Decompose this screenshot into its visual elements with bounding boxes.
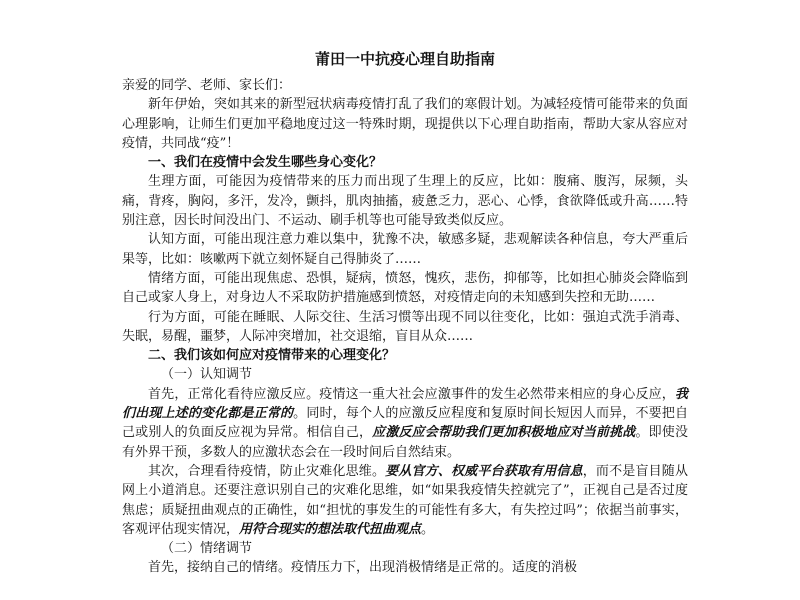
subsection-cognitive-heading: （一）认知调节 bbox=[161, 367, 253, 383]
normalize-text-3: 。即使没有外界干预，多数人的应激状态会在一段时间后自然结束。 bbox=[122, 425, 688, 460]
catastrophizing-emphasis-1: 要从官方、权威平台获取有用信息 bbox=[385, 463, 583, 479]
behavioral-paragraph: 行为方面，可能在睡眠、人际交往、生活习惯等出现不同以往变化，比如：强迫式洗手消毒、失眠，易醒，噩梦，人际冲突增加，社交退缩，盲目从众…… bbox=[122, 309, 688, 344]
catastrophizing-emphasis-2: 用符合现实的想法取代扭曲观点 bbox=[239, 521, 422, 537]
document-title: 莆田一中抗疫心理自助指南 bbox=[314, 50, 495, 68]
intro-paragraph: 新年伊始，突如其来的新型冠状病毒疫情打乱了我们的寒假计划。为减轻疫情可能带来的负面心理影响，让师生们更加平稳地度过这一特殊时期，现提供以下心理自助指南，帮助大家从容应对疫情，共同战“疫”！ bbox=[122, 97, 688, 151]
physical-paragraph: 生理方面，可能因为疫情带来的压力而出现了生理上的反应，比如：腹痛、腹泻，尿频，头痛，背疼，胸闷，多汗，发冷，颤抖，肌肉抽搐，疲惫乏力，恶心、心悸，食欲降低或升高……特别注意，因长时间没出门、不运动、刷手机等也可能导致类似反应。 bbox=[122, 174, 688, 229]
section-1-heading: 一、我们在疫情中会发生哪些身心变化？ bbox=[148, 155, 383, 171]
greeting: 亲爱的同学、老师、家长们： bbox=[122, 78, 292, 93]
normalize-paragraph bbox=[122, 385, 688, 462]
catastrophizing-text-3: 。 bbox=[421, 521, 435, 537]
document bbox=[122, 48, 688, 578]
catastrophizing-paragraph bbox=[122, 462, 688, 539]
catastrophizing-text-2: ，而不是盲目随从网上小道消息。还要注意识别自己的灾难化思维，如“如果我疫情失控就完了”，正视自己是否过度焦虑；质疑扭曲观点的正确性，如“担忧的事发生的可能性有多大，有失控过吗”；依据当前事实，客观评估现实情况， bbox=[122, 463, 688, 537]
cognitive-paragraph: 认知方面，可能出现注意力难以集中，犹豫不决，敏感多疑，悲观解读各种信息，夸大严重后果等，比如：咳嗽两下就立刻怀疑自己得肺炎了…… bbox=[122, 232, 688, 267]
section-2-heading: 二、我们该如何应对疫情带来的心理变化？ bbox=[148, 348, 396, 364]
catastrophizing-text-1: 其次，合理看待疫情，防止灾难化思维。 bbox=[148, 463, 386, 479]
normalize-emphasis-1: 我们出现上述的变化都是正常的 bbox=[122, 386, 688, 422]
accept-emotion-paragraph: 首先，接纳自己的情绪。疫情压力下，出现消极情绪是正常的。适度的消极 bbox=[148, 560, 578, 576]
emotional-paragraph: 情绪方面，可能出现焦虑、恐惧，疑病，愤怒，愧疚，悲伤，抑郁等，比如担心肺炎会降临到自己或家人身上，对身边人不采取防护措施感到愤怒，对疫情走向的未知感到失控和无助…… bbox=[122, 270, 688, 306]
normalize-text-2: 。同时，每个人的应激反应程度和复原时间长短因人而异，不要把自己或别人的负面反应视为异常。相信自己， bbox=[122, 406, 688, 441]
normalize-text-1: 首先，正常化看待应激反应。疫情这一重大社会应激事件的发生必然带来相应的身心反应， bbox=[148, 386, 675, 402]
subsection-emotion-heading: （二）情绪调节 bbox=[161, 541, 253, 557]
normalize-emphasis-2: 应激反应会帮助我们更加积极地应对当前挑战 bbox=[372, 425, 636, 441]
